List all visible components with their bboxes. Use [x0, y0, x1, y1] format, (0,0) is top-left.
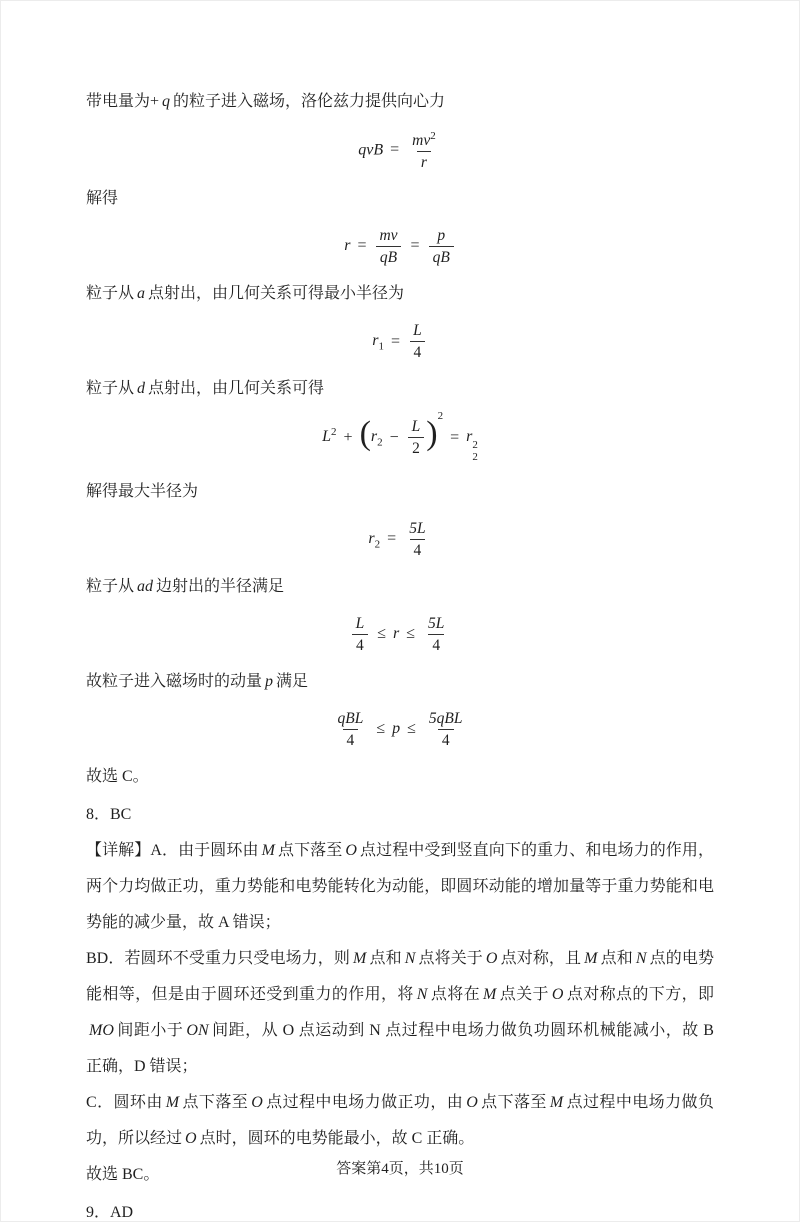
fraction-denominator: 2 — [408, 437, 424, 457]
page-footer: 答案第4页，共10页 — [336, 1161, 464, 1177]
fraction — [405, 520, 429, 559]
fraction-numerator: L — [411, 418, 421, 436]
fraction-denominator: 4 — [352, 634, 368, 654]
para-exit-ad: 粒子从 ad 边射出的半径满足 — [86, 577, 285, 595]
fraction — [425, 710, 467, 749]
fraction — [334, 710, 368, 749]
para-detail-c: C．圆环由 M 点下落至 O 点过程中电场力做正功，由 O 点下落至 M 点过程中电场力做负功，所以经过 O 点时，圆环的电势能最小，故 C 正确。 — [86, 1094, 714, 1148]
para-exit-a: 粒子从 a 点射出，由几何关系可得最小半径为 — [86, 285, 405, 303]
fraction-numerator — [408, 130, 440, 151]
fraction-numerator: qBL — [337, 709, 364, 727]
para-momentum: 故粒子进入磁场时的动量 p 满足 — [86, 672, 309, 690]
fraction — [352, 615, 369, 654]
math-equals: = — [357, 237, 367, 255]
fraction-denominator: r — [417, 151, 431, 171]
math-exponent: 2 — [331, 426, 337, 439]
fraction-numerator: L — [355, 614, 365, 632]
para-choose-bc: 故选 BC。 — [86, 1166, 160, 1184]
math-var: r — [368, 530, 375, 548]
math-exponent: 2 — [472, 438, 478, 451]
para-exit-d: 粒子从 d 点射出，由几何关系可得 — [86, 380, 325, 398]
fraction-denominator: 4 — [428, 634, 444, 654]
math-var: r — [393, 625, 400, 643]
fraction-denominator: 4 — [410, 341, 426, 361]
formula-radius-general — [86, 221, 714, 272]
math-lhs: r — [344, 237, 351, 255]
formula-geometry-relation — [86, 411, 714, 469]
fraction — [424, 615, 448, 654]
math-equals: = — [450, 428, 460, 446]
math-var: r — [372, 332, 379, 350]
math-var: p — [392, 720, 401, 738]
answer-q9: 9．AD — [86, 1204, 134, 1222]
para-solve-max: 解得最大半径为 — [86, 482, 199, 500]
math-leq: ≤ — [406, 625, 416, 643]
formula-min-radius — [86, 316, 714, 367]
math-equals: = — [391, 332, 401, 350]
fraction — [409, 322, 426, 361]
fraction-numerator: 5L — [409, 519, 426, 537]
formula-lorentz-centripetal — [86, 124, 714, 177]
math-leq: ≤ — [376, 720, 386, 738]
fraction — [375, 227, 401, 266]
math-exponent: 2 — [430, 130, 436, 142]
math-minus: − — [389, 428, 399, 446]
para-detail-bd: BD．若圆环不受重力只受电场力，则 M 点和 N 点将关于 O 点对称，且 M 点和 N 点的电势能相等，但是由于圆环还受到重力的作用，将 N 点将在 M 点关于 O 点对称点的下方，即MO 间距小于 ON 间距，从 O 点运动到 N 点过程中电场力做负功圆环机械能减小，故 B 正确，D 错误； — [86, 950, 714, 1076]
math-leq: ≤ — [407, 720, 416, 738]
math-plus: + — [343, 428, 353, 446]
math-subscript: 2 — [377, 436, 383, 449]
fraction-denominator: 4 — [410, 539, 426, 559]
math-var: r — [466, 428, 473, 446]
math-equals: = — [390, 141, 400, 159]
para-detail-a: 【详解】A．由于圆环由 M 点下落至 O 点过程中受到竖直向下的重力、和电场力的作用，两个力均做正功，重力势能和电势能转化为动能，即圆环动能的增加量等于重力势能和电势能的减少量，故 A 错误； — [86, 842, 714, 932]
fraction-numerator: p — [437, 227, 446, 245]
fraction-denominator: qB — [429, 246, 454, 266]
formula-momentum-range — [86, 704, 714, 755]
math-subscript: 1 — [378, 340, 385, 353]
fraction-denominator: 4 — [343, 729, 359, 749]
math-equals: = — [410, 237, 420, 255]
math-var: L — [322, 428, 332, 446]
answer-q8: 8．BC — [86, 806, 132, 824]
fraction-denominator: qB — [376, 246, 401, 266]
math-exponent: 2 — [437, 410, 444, 423]
fraction — [429, 227, 454, 266]
fraction-numerator: 5L — [428, 614, 445, 632]
math-subscript: 2 — [472, 451, 478, 464]
fraction-denominator: 4 — [438, 729, 454, 749]
close-paren: ) — [426, 415, 438, 453]
para-choose-c: 故选 C。 — [86, 768, 149, 786]
open-paren: ( — [359, 415, 371, 453]
math-leq: ≤ — [377, 625, 386, 643]
math-subscript: 2 — [374, 538, 381, 551]
formula-max-radius — [86, 514, 714, 565]
fraction-numerator: 5qBL — [428, 709, 463, 727]
fraction — [408, 130, 440, 171]
fraction — [408, 418, 425, 457]
math-var: mv — [412, 132, 431, 150]
para-solve-1: 解得 — [86, 190, 119, 208]
para-lorentz-intro: 带电量为+ q 的粒子进入磁场，洛伦兹力提供向心力 — [86, 93, 446, 110]
math-lhs: qvB — [358, 141, 384, 159]
fraction-numerator: mv — [379, 227, 398, 245]
math-equals: = — [387, 530, 397, 548]
formula-radius-range — [86, 609, 714, 660]
math-sup-sub-stack — [472, 439, 478, 464]
fraction-numerator: L — [413, 322, 422, 340]
math-var: r — [370, 428, 378, 446]
